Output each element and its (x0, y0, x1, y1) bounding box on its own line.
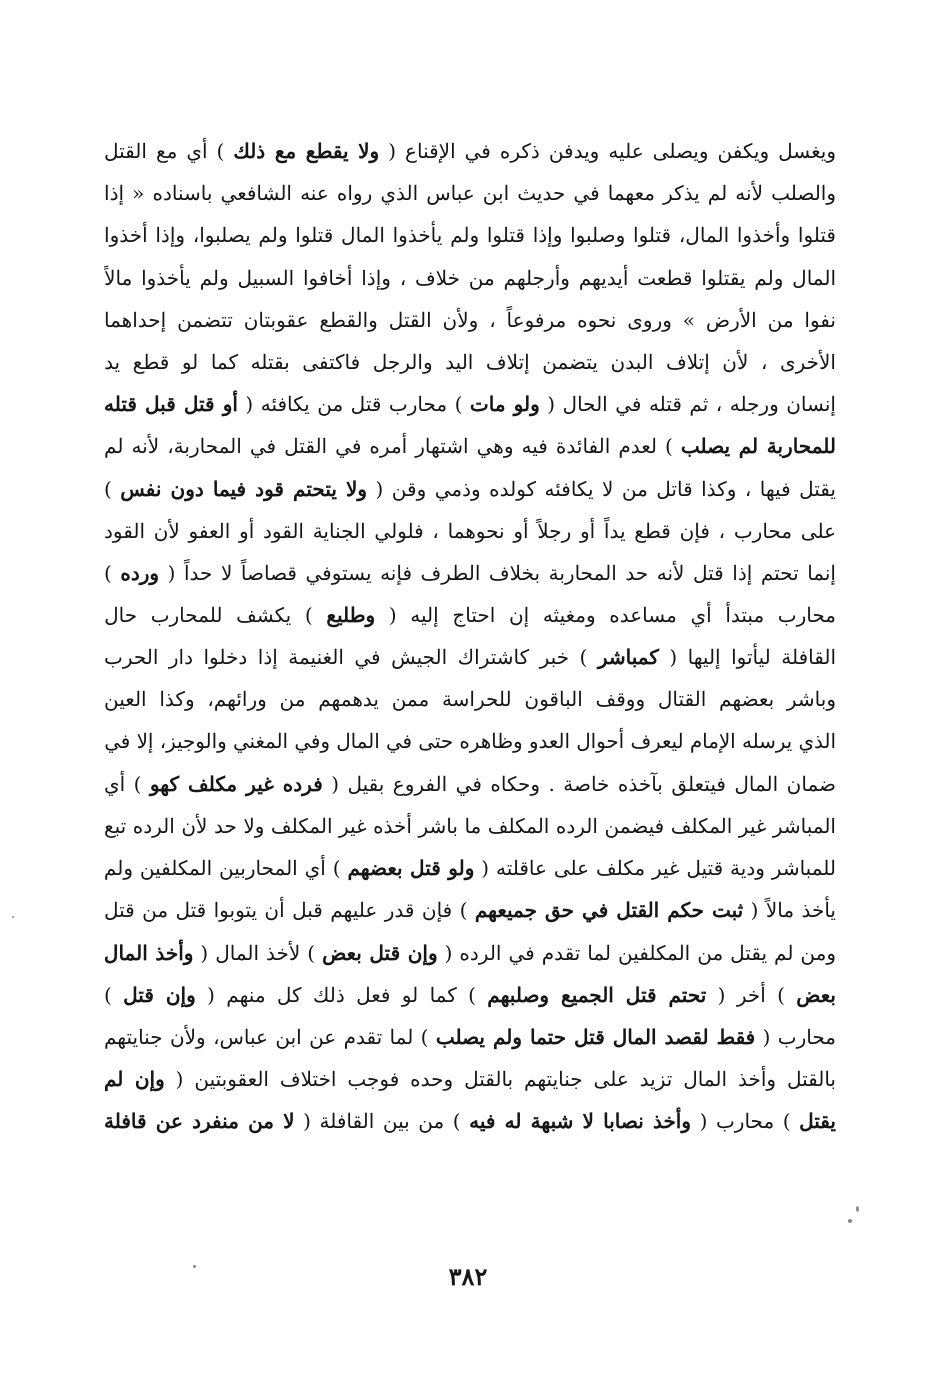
text-line (104, 678, 836, 720)
text-run: ويغسل ويكفن ويصلى عليه ويدفن ذكره في الإقناع ( (379, 139, 836, 163)
text-run: إنسان ورجله ، ثم قتله في الحال ( (539, 392, 836, 417)
text-run: ) أي (104, 771, 150, 796)
text-run: ) يكشف للمحارب حال (104, 603, 327, 628)
text-line-content (104, 974, 836, 1016)
text-line-content (104, 678, 836, 720)
text-run: يقتل فيها ، وكذا قاتل من لا يكافئه كولده وذمي وقن ( (367, 476, 836, 501)
bold-text-run: ولو قتل بعضهم (347, 856, 475, 881)
scan-speck (193, 1265, 196, 1268)
text-line-content (104, 510, 836, 552)
text-line (104, 552, 836, 594)
text-line (104, 932, 836, 974)
text-line-content (104, 552, 836, 594)
text-line-content (104, 468, 836, 510)
bold-text-run: يقتل (799, 1109, 836, 1134)
text-line-content (104, 847, 836, 889)
text-run: ) لما تقدم عن ابن عباس، ولأن جنايتهم (104, 1024, 436, 1049)
text-run: بالقتل وأخذ المال تزيد على جنايتهم بالقتل وحده فوجب اختلاف العقوبتين ( (164, 1067, 836, 1092)
text-line-content (104, 214, 836, 256)
text-run: ) فإن قدر عليهم قبل أن يتوبوا قتل من قتل (104, 898, 475, 923)
text-run: محارب مبتدأ أي مساعده ومغيثه إن احتاج إليه ( (375, 603, 836, 628)
text-line (104, 1100, 836, 1142)
text-run: ) أي مع القتل (104, 139, 234, 163)
text-run: الذي يرسله الإمام ليعرف أحوال العدو وظاهره حتى في المال وفي المغني والوجيز، إلا في (104, 729, 836, 753)
bold-text-run: وطليع (326, 603, 376, 628)
text-run: ) لعدم الفائدة فيه وهي اشتهار أمره في القتل في المحاربة، لأنه لم (104, 434, 681, 459)
bold-text-run: للمحاربة لم يصلب (680, 434, 836, 459)
text-line (104, 847, 836, 889)
text-run: الأخرى ، لأن إتلاف البدن يتضمن إتلاف اليد والرجل فاكتفى بقتله كما لو قطع يد (104, 349, 836, 374)
text-line (104, 721, 836, 763)
text-run: قتلوا وأخذوا المال، قتلوا وصلبوا وإذا قتلوا ولم يأخذوا المال قتلوا ولم يصلبوا، وإذا أخذوا (104, 223, 836, 248)
text-line-content (104, 172, 836, 214)
text-run: ) خبر كاشتراك الجيش في الغنيمة إذا دخلوا دار الحرب (104, 645, 598, 670)
text-run: يأخذ مالاً ( (743, 898, 836, 923)
page-body-text (104, 130, 836, 1143)
bold-text-run: ثبت حكم القتل في حق جميعهم (474, 898, 744, 923)
bold-text-run: ورده (120, 560, 160, 585)
bold-text-run: تحتم قتل الجميع وصلبهم (487, 982, 707, 1007)
text-run: والصلب لأنه لم يذكر معهما في حديث ابن عباس الذي رواه عنه الشافعي باسناده « إذا (104, 181, 836, 206)
text-line-content (104, 299, 836, 341)
text-line (104, 172, 836, 214)
page-number: ٣٨٢ (448, 1262, 488, 1291)
text-line-content (104, 636, 836, 678)
scan-speck (856, 1206, 859, 1212)
text-line (104, 299, 836, 341)
text-line-content (104, 130, 836, 172)
text-line (104, 763, 836, 805)
text-run: القافلة ليأتوا إليها ( (658, 645, 836, 670)
text-line (104, 1016, 836, 1058)
text-run: ضمان المال فيتعلق بآخذه خاصة . وحكاه في الفروع بقيل ( (322, 771, 836, 796)
text-run: للمباشر ودية قتيل غير مكلف على عاقلته ( (474, 856, 836, 881)
text-line (104, 341, 836, 383)
text-line-content (104, 594, 836, 636)
text-run: على محارب ، فإن قطع يداً أو رجلاً أو نحوهما ، فلولي الجناية القود أو العفو لأن القود (104, 518, 836, 543)
text-run: ) محارب قتل من يكافئه ( (237, 392, 470, 417)
text-line (104, 805, 836, 847)
text-run: المباشر غير المكلف فيضمن الرده المكلف ما باشر أخذه غير المكلف ولا حد لأن الرده تبع (104, 814, 836, 838)
text-run: نفوا من الأرض » وروى نحوه مرفوعاً ، ولأن القتل والقطع عقوبتان تتضمن إحداهما (104, 307, 836, 332)
bold-text-run: وأخذ المال (104, 940, 194, 965)
bold-text-run: ولا يقطع مع ذلك (233, 139, 380, 163)
text-line (104, 425, 836, 467)
text-line-content (104, 721, 836, 763)
text-line (104, 510, 836, 552)
text-line (104, 130, 836, 172)
text-line-content (104, 257, 836, 299)
text-line-content (104, 1100, 836, 1142)
text-run: محارب ( (755, 1024, 836, 1049)
text-line-content (104, 383, 836, 425)
text-line-content (104, 341, 836, 383)
text-line-content (104, 932, 836, 974)
text-line (104, 974, 836, 1016)
text-run: ) محارب ( (691, 1109, 800, 1134)
bold-text-run: لا من منفرد عن قافلة (104, 1109, 295, 1134)
bold-text-run: أو قتل قبل قتله (104, 392, 238, 417)
text-line (104, 214, 836, 256)
text-line-content (104, 1016, 836, 1058)
scan-speck (12, 916, 14, 918)
bold-text-run: بعض (796, 982, 836, 1007)
bold-text-run: ولا يتحتم قود فيما دون نفس (120, 476, 368, 501)
text-run: ) (104, 982, 124, 1007)
text-run: إنما تحتم إذا قتل لأنه حد المحاربة بخلاف الطرف فإنه يستوفي قصاصاً لا حداً ( (159, 560, 836, 585)
text-run: ) (104, 560, 121, 585)
bold-text-run: ولو مات (469, 392, 540, 417)
text-line (104, 889, 836, 931)
bold-text-run: فقط لقصد المال قتل حتما ولم يصلب (435, 1024, 756, 1049)
text-run: ) من بين القافلة ( (294, 1109, 470, 1134)
text-line (104, 1058, 836, 1100)
text-line-content (104, 889, 836, 931)
bold-text-run: فرده غير مكلف كهو (149, 771, 323, 796)
text-line (104, 468, 836, 510)
text-run: ) كما لو فعل ذلك كل منهم ( (195, 982, 488, 1007)
bold-text-run: وإن قتل (123, 982, 196, 1007)
scan-speck (848, 1219, 852, 1223)
text-line-content (104, 1058, 836, 1100)
text-run: ) أخر ( (706, 982, 797, 1007)
text-line (104, 594, 836, 636)
text-run: ومن لم يقتل من المكلفين لما تقدم في الرده ( (437, 940, 836, 965)
bold-text-run: كمباشر (597, 645, 659, 670)
text-line (104, 636, 836, 678)
bold-text-run: وإن قتل بعض (322, 940, 438, 965)
bold-text-run: وإن لم (104, 1067, 165, 1092)
text-run: ) (104, 476, 121, 501)
text-line-content (104, 805, 836, 847)
text-run: ) أي المحاربين المكلفين ولم (104, 856, 348, 881)
text-run: ) لأخذ المال ( (193, 940, 323, 965)
text-run: وباشر بعضهم القتال ووقف الباقون للحراسة ممن يدهمهم من ورائهم، وكذا العين (104, 687, 836, 712)
text-run: المال ولم يقتلوا قطعت أيديهم وأرجلهم من خلاف ، وإذا أخافوا السبيل ولم يأخذوا مالاً (104, 265, 836, 290)
text-line-content (104, 425, 836, 467)
text-line (104, 257, 836, 299)
bold-text-run: وأخذ نصابا لا شبهة له فيه (469, 1109, 692, 1134)
text-line-content (104, 763, 836, 805)
text-line (104, 383, 836, 425)
